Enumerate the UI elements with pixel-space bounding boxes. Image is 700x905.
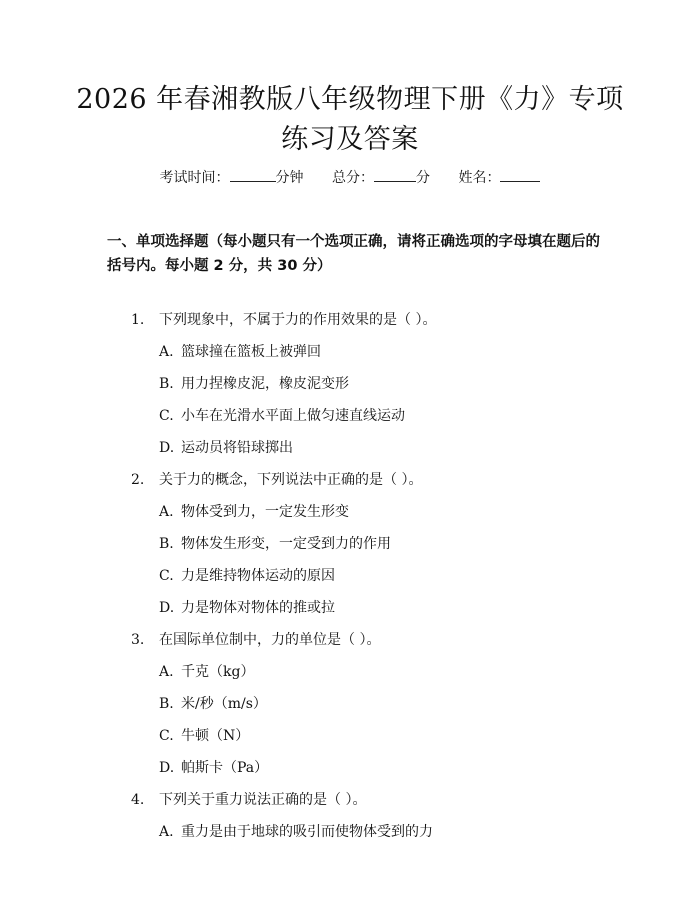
option-letter: B. xyxy=(159,536,174,552)
option-letter: C. xyxy=(159,568,174,584)
option-letter: A. xyxy=(159,824,174,840)
exam-time-field xyxy=(160,168,304,188)
question-number: 3. xyxy=(131,632,145,648)
question-3-option-d[interactable] xyxy=(159,758,268,778)
question-1 xyxy=(131,310,436,330)
question-3-option-b[interactable] xyxy=(159,694,267,714)
option-letter: C. xyxy=(159,728,174,744)
question-3-option-a[interactable] xyxy=(159,662,254,682)
option-text: 用力捏橡皮泥，橡皮泥变形 xyxy=(181,376,349,392)
option-letter: A. xyxy=(159,664,174,680)
question-text: 关于力的概念，下列说法中正确的是（ ）。 xyxy=(159,472,423,488)
option-letter: B. xyxy=(159,376,174,392)
name-field xyxy=(458,168,540,188)
option-text: 运动员将铅球掷出 xyxy=(181,440,293,456)
total-score-field xyxy=(332,168,430,188)
question-3-option-c[interactable] xyxy=(159,726,249,746)
section-heading: 一、单项选择题（每小题只有一个选项正确，请将正确选项的字母填在题后的括号内。每小题 2 分，共 30 分） xyxy=(107,234,600,274)
question-1-option-c[interactable] xyxy=(159,406,405,426)
option-letter: D. xyxy=(159,760,175,776)
question-1-option-b[interactable] xyxy=(159,374,349,394)
exam-time-label: 考试时间： xyxy=(159,170,230,186)
question-number: 1. xyxy=(131,312,145,328)
option-text: 牛顿（N） xyxy=(181,728,250,744)
option-text: 力是维持物体运动的原因 xyxy=(181,568,335,584)
title-line-1: 2026 年春湘教版八年级物理下册《力》专项 xyxy=(76,84,624,115)
option-text: 米/秒（m/s） xyxy=(181,696,267,712)
option-text: 小车在光滑水平面上做匀速直线运动 xyxy=(181,408,405,424)
question-3 xyxy=(131,630,380,650)
question-2-option-d[interactable] xyxy=(159,598,335,618)
option-letter: B. xyxy=(159,696,174,712)
name-blank[interactable] xyxy=(500,168,540,182)
exam-time-unit: 分钟 xyxy=(275,170,304,186)
total-score-label: 总分： xyxy=(332,170,374,186)
option-text: 物体受到力，一定发生形变 xyxy=(181,504,349,520)
question-text: 下列现象中，不属于力的作用效果的是（ ）。 xyxy=(159,312,437,328)
question-text: 下列关于重力说法正确的是（ ）。 xyxy=(159,792,367,808)
title-line-2: 练习及答案 xyxy=(281,124,419,155)
option-letter: C. xyxy=(159,408,174,424)
total-score-blank[interactable] xyxy=(374,168,416,182)
question-2-option-a[interactable] xyxy=(159,502,349,522)
option-letter: A. xyxy=(159,344,174,360)
question-2 xyxy=(131,470,422,490)
exam-time-blank[interactable] xyxy=(230,168,276,182)
question-2-option-c[interactable] xyxy=(159,566,335,586)
question-2-option-b[interactable] xyxy=(159,534,391,554)
question-number: 4. xyxy=(131,792,145,808)
option-text: 帕斯卡（Pa） xyxy=(181,760,269,776)
name-label: 姓名： xyxy=(458,170,501,186)
question-4 xyxy=(131,790,366,810)
option-text: 重力是由于地球的吸引而使物体受到的力 xyxy=(181,824,433,840)
option-letter: A. xyxy=(159,504,174,520)
option-text: 千克（kg） xyxy=(181,664,255,680)
question-4-option-a[interactable] xyxy=(159,822,433,842)
option-text: 力是物体对物体的推或拉 xyxy=(181,600,335,616)
option-text: 篮球撞在篮板上被弹回 xyxy=(181,344,321,360)
document-title xyxy=(60,80,640,160)
total-score-unit: 分 xyxy=(416,170,430,186)
exam-meta xyxy=(0,168,700,188)
question-text: 在国际单位制中，力的单位是（ ）。 xyxy=(159,632,381,648)
question-number: 2. xyxy=(131,472,145,488)
option-letter: D. xyxy=(159,440,175,456)
option-text: 物体发生形变，一定受到力的作用 xyxy=(181,536,391,552)
question-1-option-a[interactable] xyxy=(159,342,321,362)
question-1-option-d[interactable] xyxy=(159,438,293,458)
option-letter: D. xyxy=(159,600,175,616)
